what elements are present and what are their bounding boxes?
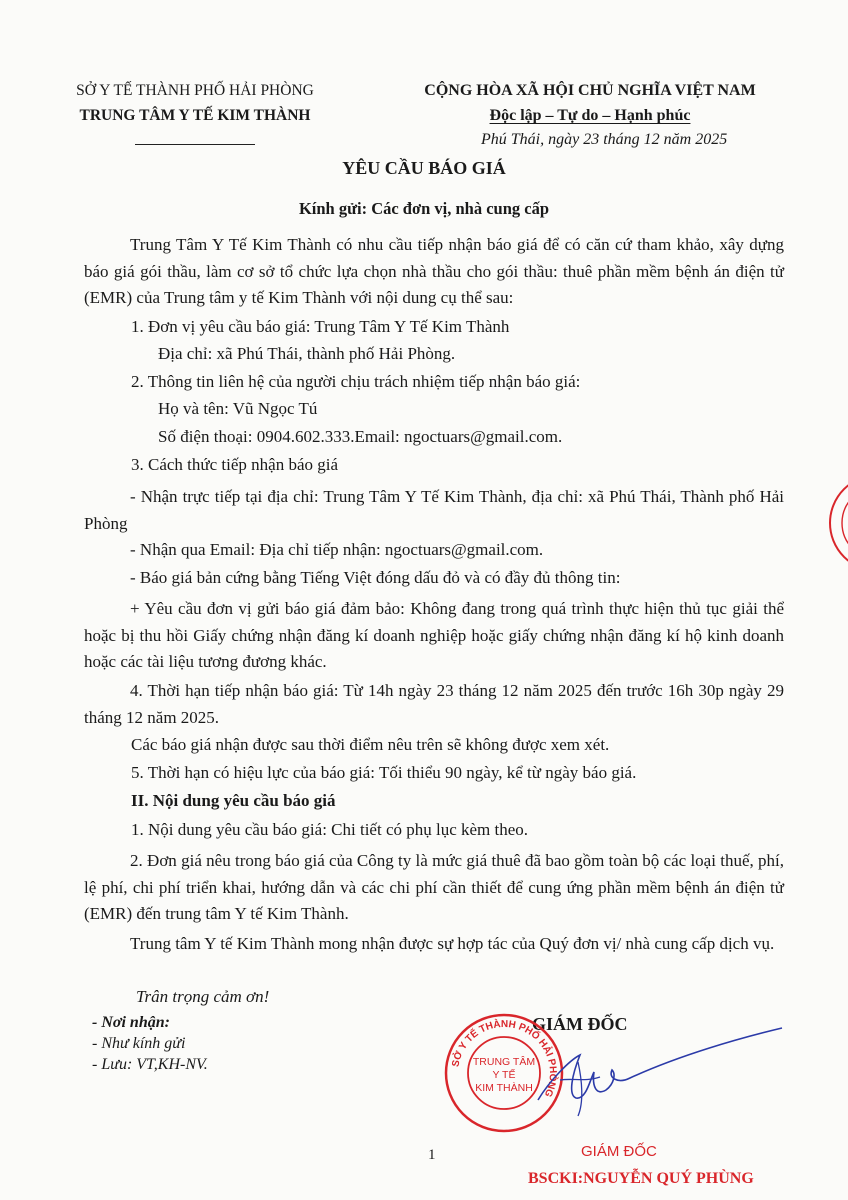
section-2-item-2: 2. Đơn giá nêu trong báo giá của Công ty là mức giá thuê đã bao gồm toàn bộ các loại thuế, phí, lệ phí, chi phí triển khai, hướng dẫn và các chi phí cần thiết để cung ứng phần mềm bệnh án điện tử (EMR) đến trung tâm Y tế Kim Thành.: [84, 851, 784, 923]
item-2-contact-phone-email: Số điện thoại: 0904.602.333.Email: ngoctuars@gmail.com.: [158, 427, 563, 446]
issuing-authority: [40, 78, 350, 153]
item-3-requirement: + Yêu cầu đơn vị gửi báo giá đảm bảo: Không đang trong quá trình thực hiện thủ tục giải thể hoặc bị thu hồi Giấy chứng nhận đăng kí doanh nghiệp hoặc giấy chứng nhận đăng kí hộ kinh doanh hoặc các tài liệu tương đương khác.: [84, 599, 784, 671]
addressee: Kính gửi: Các đơn vị, nhà cung cấp: [298, 199, 550, 218]
item-5-validity: 5. Thời hạn có hiệu lực của báo giá: Tối thiểu 90 ngày, kể từ ngày báo giá.: [131, 763, 637, 782]
section-2-item-1: 1. Nội dung yêu cầu báo giá: Chi tiết có phụ lục kèm theo.: [131, 820, 529, 839]
seal-ring-text: SỞ Y TẾ THÀNH PHỐ HẢI PHÒNG: [450, 1018, 559, 1099]
edge-seal-fragment: [822, 468, 848, 578]
page-number: 1: [428, 1147, 436, 1163]
seal-line-3: KIM THÀNH: [475, 1082, 533, 1094]
recipients-label: - Nơi nhận:: [92, 1014, 170, 1031]
signer-name: BSCKI:NGUYỄN QUÝ PHÙNG: [528, 1170, 754, 1187]
handwritten-signature: [520, 1020, 800, 1130]
seal-line-1: TRUNG TÂM: [472, 1056, 536, 1068]
document-title: YÊU CẦU BÁO GIÁ: [342, 158, 506, 178]
national-heading: [370, 78, 810, 128]
department-name: SỞ Y TẾ THÀNH PHỐ HẢI PHÒNG: [76, 82, 314, 99]
item-3-direct-receipt: - Nhận trực tiếp tại địa chỉ: Trung Tâm Y Tế Kim Thành, địa chỉ: xã Phú Thái, Thành phố Hải Phòng: [84, 487, 784, 533]
item-2-contact-name: Họ và tên: Vũ Ngọc Tú: [158, 399, 318, 418]
organization-name: TRUNG TÂM Y TẾ KIM THÀNH: [79, 107, 311, 124]
intro-paragraph: Trung Tâm Y Tế Kim Thành có nhu cầu tiếp nhận báo giá để có căn cứ tham khảo, xây dựng báo giá gói thầu, làm cơ sở tổ chức lựa chọn nhà thầu cho gói thầu: thuê phần mềm bệnh án điện tử (EMR) của Trung tâm y tế Kim Thành với nội dung cụ thể sau:: [84, 235, 784, 307]
org-underline: [40, 128, 350, 153]
recipient-1: - Như kính gửi: [92, 1035, 186, 1052]
seal-line-2: Y TẾ: [492, 1069, 516, 1081]
item-3-heading: 3. Cách thức tiếp nhận báo giá: [131, 455, 339, 474]
stamp-signer-title: GIÁM ĐỐC: [581, 1143, 657, 1160]
recipient-2: - Lưu: VT,KH-NV.: [92, 1056, 208, 1073]
closing-paragraph: Trung tâm Y tế Kim Thành mong nhận được sự hợp tác của Quý đơn vị/ nhà cung cấp dịch vụ.: [130, 934, 775, 953]
item-4-note: Các báo giá nhận được sau thời điểm nêu trên sẽ không được xem xét.: [131, 735, 610, 754]
item-2-contact-info: 2. Thông tin liên hệ của người chịu trách nhiệm tiếp nhận báo giá:: [131, 372, 581, 391]
item-1-requesting-unit: 1. Đơn vị yêu cầu báo giá: Trung Tâm Y Tế Kim Thành: [131, 317, 510, 336]
section-2-heading: II. Nội dung yêu cầu báo giá: [131, 791, 336, 810]
item-4-deadline: 4. Thời hạn tiếp nhận báo giá: Từ 14h ngày 23 tháng 12 năm 2025 đến trước 16h 30p ngày 29 tháng 12 năm 2025.: [84, 681, 784, 727]
item-3-hard-copy: - Báo giá bản cứng bằng Tiếng Việt đóng dấu đỏ và có đầy đủ thông tin:: [130, 568, 621, 587]
national-motto: Độc lập – Tự do – Hạnh phúc: [489, 107, 691, 124]
signer-title: GIÁM ĐỐC: [532, 1014, 628, 1034]
country-name: CỘNG HÒA XÃ HỘI CHỦ NGHĨA VIỆT NAM: [424, 82, 756, 99]
document-date: Phú Thái, ngày 23 tháng 12 năm 2025: [481, 131, 728, 148]
item-1-address: Địa chỉ: xã Phú Thái, thành phố Hải Phòng.: [158, 344, 456, 363]
item-3-email-receipt: - Nhận qua Email: Địa chỉ tiếp nhận: ngoctuars@gmail.com.: [130, 540, 544, 559]
thanks-line: Trân trọng cảm ơn!: [136, 987, 270, 1006]
